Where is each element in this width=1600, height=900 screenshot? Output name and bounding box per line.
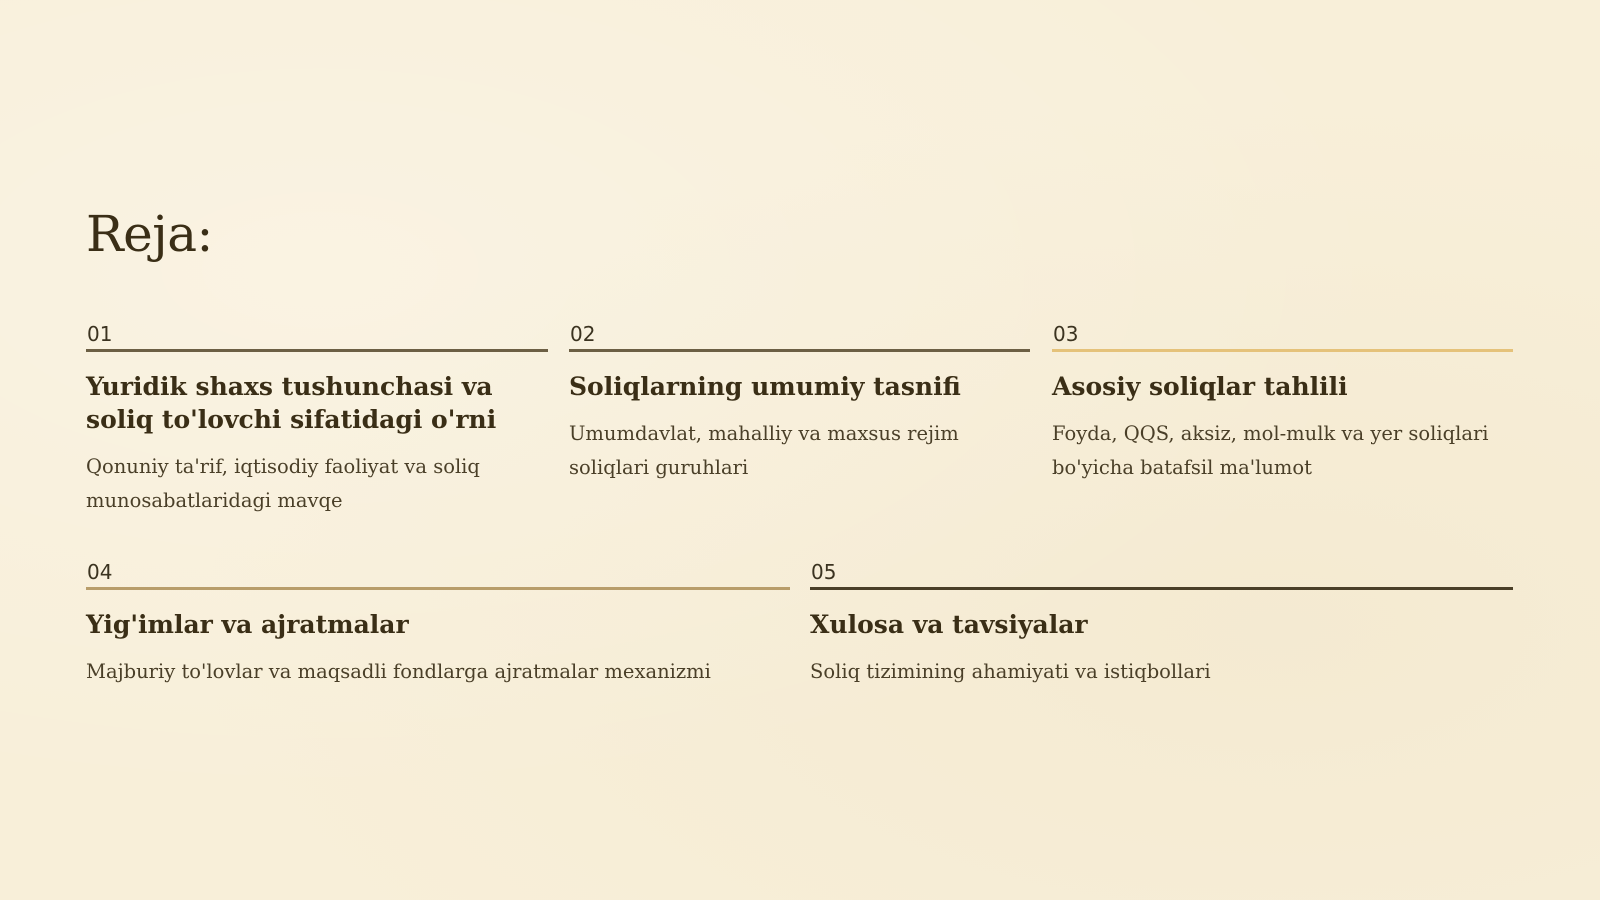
- item-description: Majburiy to'lovlar va maqsadli fondlarga ajratmalar mexanizmi: [86, 660, 711, 683]
- item-heading: Yuridik shaxs tushunchasi va soliq to'lovchi sifatidagi o'rni: [86, 372, 497, 434]
- item-divider: [569, 349, 1030, 352]
- item-heading: Soliqlarning umumiy tasnifi: [569, 372, 961, 401]
- item-divider: [86, 587, 790, 590]
- agenda-item-5: [810, 560, 1513, 689]
- item-divider: [810, 587, 1513, 590]
- item-description: Qonuniy ta'rif, iqtisodiy faoliyat va soliq munosabatlaridagi mavqe: [86, 455, 480, 512]
- item-number: 02: [570, 322, 596, 346]
- item-number: 05: [811, 560, 837, 584]
- item-heading: Yig'imlar va ajratmalar: [86, 610, 409, 639]
- item-number: 01: [87, 322, 113, 346]
- page-title: Reja:: [86, 205, 213, 263]
- item-divider: [1052, 349, 1513, 352]
- agenda-item-3: [1052, 322, 1513, 485]
- item-description: Soliq tizimining ahamiyati va istiqbollari: [810, 660, 1211, 683]
- item-heading: Xulosa va tavsiyalar: [810, 610, 1088, 639]
- agenda-item-1: [86, 322, 548, 518]
- item-number: 03: [1053, 322, 1079, 346]
- item-description: Umumdavlat, mahalliy va maxsus rejim soliqlari guruhlari: [569, 422, 959, 479]
- item-number: 04: [87, 560, 113, 584]
- item-description: Foyda, QQS, aksiz, mol-mulk va yer soliqlari bo'yicha batafsil ma'lumot: [1052, 422, 1489, 479]
- agenda-item-2: [569, 322, 1030, 485]
- item-divider: [86, 349, 548, 352]
- item-heading: Asosiy soliqlar tahlili: [1052, 372, 1348, 401]
- agenda-item-4: [86, 560, 790, 689]
